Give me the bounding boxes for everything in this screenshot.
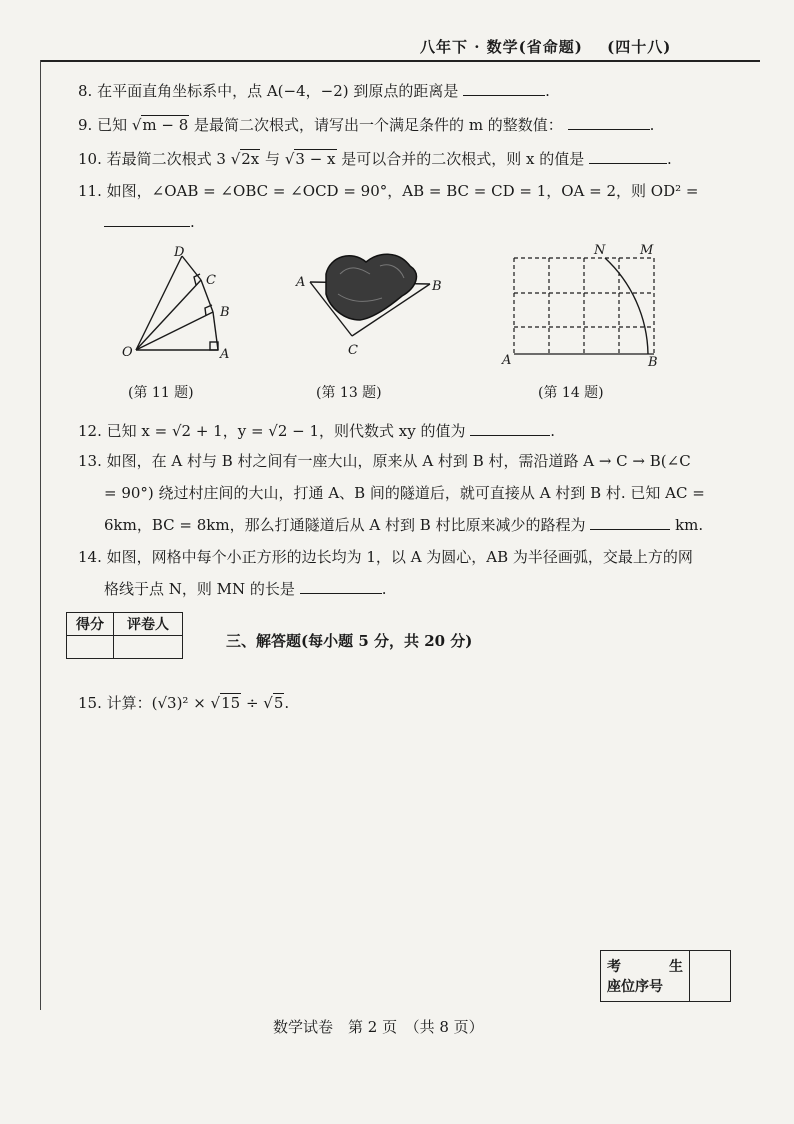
label-B: B — [648, 355, 658, 370]
label-A: A — [220, 347, 230, 362]
label-B: B — [220, 305, 230, 320]
answer-blank-8[interactable] — [463, 81, 545, 96]
segment-AB — [213, 312, 218, 350]
page-header — [420, 36, 671, 57]
label-C: C — [348, 343, 358, 358]
label-B: B — [432, 279, 442, 294]
seat-label-b: 生 — [669, 959, 683, 975]
question-14-line1: 14. 如图，网格中每个小正方形的边长均为 1，以 A 为圆心，AB 为半径画弧，交最上方的网 — [78, 548, 693, 566]
answer-blank-11[interactable] — [104, 212, 190, 227]
header-rule — [40, 60, 760, 62]
header-code: (四十八) — [607, 38, 672, 56]
label-D: D — [174, 245, 185, 260]
question-13-line1: 13. 如图，在 A 村与 B 村之间有一座大山，原来从 A 村到 B 村，需沿道路 A → C → B(∠C — [78, 452, 691, 470]
label-N: N — [594, 243, 606, 258]
seat-label-line2: 座位序号 — [607, 979, 663, 995]
figure-13 — [290, 244, 450, 364]
header-title: 八年下 · 数学(省命题) — [420, 38, 583, 56]
score-box — [66, 612, 183, 659]
grader-cell[interactable] — [114, 636, 183, 659]
question-13-line3: 6km，BC = 8km，那么打通隧道后从 A 村到 B 村比原来减少的路程为 km. — [104, 516, 704, 534]
question-9: 9. 已知 √m − 8 是最简二次根式，请写出一个满足条件的 m 的整数值： . — [78, 116, 655, 134]
figure-11 — [116, 240, 246, 364]
question-11-answer: . — [104, 212, 195, 231]
label-M: M — [640, 243, 654, 258]
question-10: 10. 若最简二次根式 3 √2x 与 √3 − x 是可以合并的二次根式，则 x 的值是 . — [78, 150, 672, 168]
segment-OC — [136, 280, 201, 350]
label-C: C — [206, 273, 216, 288]
seat-number-cell[interactable] — [690, 951, 731, 1002]
arc-AB-to-N — [605, 258, 648, 354]
segment-CD — [182, 256, 201, 280]
seat-number-box — [600, 950, 731, 1002]
question-11: 11. 如图，∠OAB = ∠OBC = ∠OCD = 90°，AB = BC = CD = 1，OA = 2，则 OD² = — [78, 182, 699, 200]
answer-blank-14[interactable] — [300, 579, 382, 594]
segment-OB — [136, 312, 213, 350]
caption-fig11: (第 11 题) — [128, 385, 194, 401]
seat-label-a: 考 — [607, 959, 621, 975]
caption-fig13: (第 13 题) — [316, 385, 382, 401]
mountain — [326, 254, 416, 320]
page-footer: 数学试卷 第 2 页 （共 8 页） — [273, 1018, 484, 1036]
score-label: 得分 — [67, 613, 114, 636]
question-8: 8. 在平面直角坐标系中，点 A(−4，−2) 到原点的距离是 . — [78, 82, 550, 100]
score-cell[interactable] — [67, 636, 114, 659]
label-A: A — [296, 275, 306, 290]
grader-label: 评卷人 — [114, 613, 183, 636]
question-14-line2: 格线于点 N，则 MN 的长是 . — [104, 580, 387, 598]
binding-margin-rule — [40, 60, 41, 1010]
answer-blank-9[interactable] — [568, 115, 650, 130]
question-12: 12. 已知 x = √2 + 1，y = √2 − 1，则代数式 xy 的值为 . — [78, 422, 556, 440]
section-3-heading: 三、解答题(每小题 5 分，共 20 分) — [226, 632, 473, 650]
caption-fig14: (第 14 题) — [538, 385, 604, 401]
question-13-line2: = 90°) 绕过村庄间的大山，打通 A、B 间的隧道后，就可直接从 A 村到 B 村. 已知 AC = — [104, 484, 705, 502]
answer-blank-10[interactable] — [589, 149, 667, 164]
question-15: 15. 计算：(√3)² × √15 ÷ √5. — [78, 694, 290, 712]
segment-OD — [136, 256, 182, 350]
answer-blank-13[interactable] — [590, 515, 670, 530]
figure-14 — [500, 240, 670, 370]
answer-blank-12[interactable] — [470, 421, 550, 436]
label-A: A — [502, 353, 512, 368]
label-O: O — [122, 345, 133, 360]
